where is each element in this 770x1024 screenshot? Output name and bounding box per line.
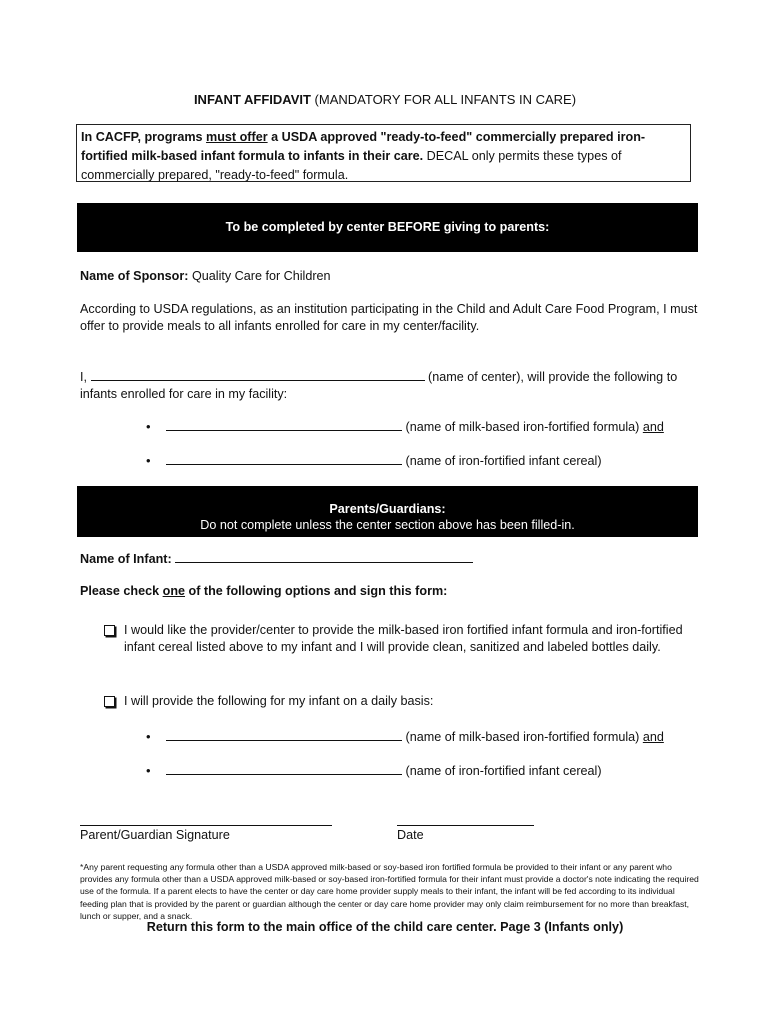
date-field[interactable] (397, 825, 534, 826)
center-statement-line2: infants enrolled for care in my facility: (80, 387, 288, 401)
bullet: • (146, 419, 151, 434)
center-formula-item (146, 418, 706, 436)
notice-part1: In CACFP, programs (81, 130, 207, 144)
center-name-field[interactable] (91, 368, 425, 381)
form-title (0, 92, 770, 107)
parent-formula-label: (name of milk-based iron-fortified formula) (402, 730, 643, 744)
check-instruction (80, 583, 447, 600)
infant-name-label: Name of Infant: (80, 552, 172, 566)
center-statement (80, 368, 700, 403)
parent-signature-field[interactable] (80, 825, 332, 826)
notice-part4: DECAL only permits these types of commercially prepared, "ready-to-feed" formula. (81, 149, 622, 182)
option2-text: I will provide the following for my infant on a daily basis: (124, 694, 434, 708)
center-formula-field[interactable] (166, 418, 402, 431)
center-statement-suffix: (name of center), will provide the following to (424, 370, 678, 384)
parents-banner-heading: Parents/Guardians: (329, 502, 446, 516)
parent-formula-field[interactable] (166, 728, 402, 741)
parent-signature-label: Parent/Guardian Signature (80, 828, 230, 842)
sponsor-label: Name of Sponsor: (80, 269, 189, 283)
infant-name-line (80, 550, 473, 568)
center-formula-and: and (642, 420, 664, 434)
parent-cereal-item (146, 762, 706, 780)
sponsor-value: Quality Care for Children (188, 269, 331, 283)
center-cereal-field[interactable] (166, 452, 402, 465)
bullet: • (146, 763, 151, 778)
sponsor-line (80, 268, 331, 285)
parents-banner-subtext: Do not complete unless the center section above has been filled-in. (200, 518, 575, 532)
center-statement-prefix: I, (80, 370, 87, 384)
option1-checkbox[interactable] (104, 622, 120, 640)
form-title-rest: (MANDATORY FOR ALL INFANTS IN CARE) (310, 92, 577, 107)
center-section-banner: To be completed by center BEFORE giving to parents: (77, 203, 698, 252)
date-label: Date (397, 828, 424, 842)
bullet: • (146, 453, 151, 468)
parents-section-banner (77, 486, 698, 537)
option2-checkbox[interactable] (104, 693, 120, 711)
cacfp-notice-box (76, 124, 691, 182)
notice-part3: a USDA approved "ready-to-feed" commercially prepared iron-fortified milk-based infant formula to infants in their care. (81, 130, 646, 163)
center-cereal-label: (name of iron-fortified infant cereal) (402, 454, 602, 468)
option1-text: I would like the provider/center to provide the milk-based iron fortified infant formula and iron-fortified infant cereal listed above to my infant and I will provide clean, sanitized and labeled bottles daily. (124, 623, 683, 654)
center-formula-label: (name of milk-based iron-fortified formula) (402, 420, 643, 434)
form-title-bold: INFANT AFFIDAVIT (193, 92, 311, 107)
return-instruction: Return this form to the main office of the child care center. Page 3 (Infants only) (146, 920, 624, 934)
parent-cereal-label: (name of iron-fortified infant cereal) (402, 764, 602, 778)
regulation-text: According to USDA regulations, as an institution participating in the Child and Adult Care Food Program, I must offer to provide meals to all infants enrolled for care in my center/facility. (80, 302, 698, 333)
bullet: • (146, 729, 151, 744)
check-instruction-part3: of the following options and sign this form: (185, 584, 448, 598)
check-instruction-part1: Please check (80, 584, 163, 598)
footnote: *Any parent requesting any formula other than a USDA approved milk-based or soy-based iron fortified formula be provided to their infant or any parent who provides any formula other than a USDA approved milk-based or soy-based iron-fortified formula for their infant must provide a doctor's note indicating the required use of the formula. If a parent elects to have the center or day care home provider supply meals to their infant, the infant will be fed according to its individual feeding plan that is provided by the parent or guardian although the center or day care home provider may only claim reimbursement for no more than breakfast, lunch or supper, and a snack. (80, 862, 699, 921)
infant-name-field[interactable] (175, 550, 473, 563)
center-cereal-item (146, 452, 706, 470)
check-instruction-one: one (162, 584, 186, 598)
notice-must-offer: must offer (206, 130, 268, 144)
parent-cereal-field[interactable] (166, 762, 402, 775)
parent-formula-and: and (642, 730, 664, 744)
parent-formula-item (146, 728, 706, 746)
